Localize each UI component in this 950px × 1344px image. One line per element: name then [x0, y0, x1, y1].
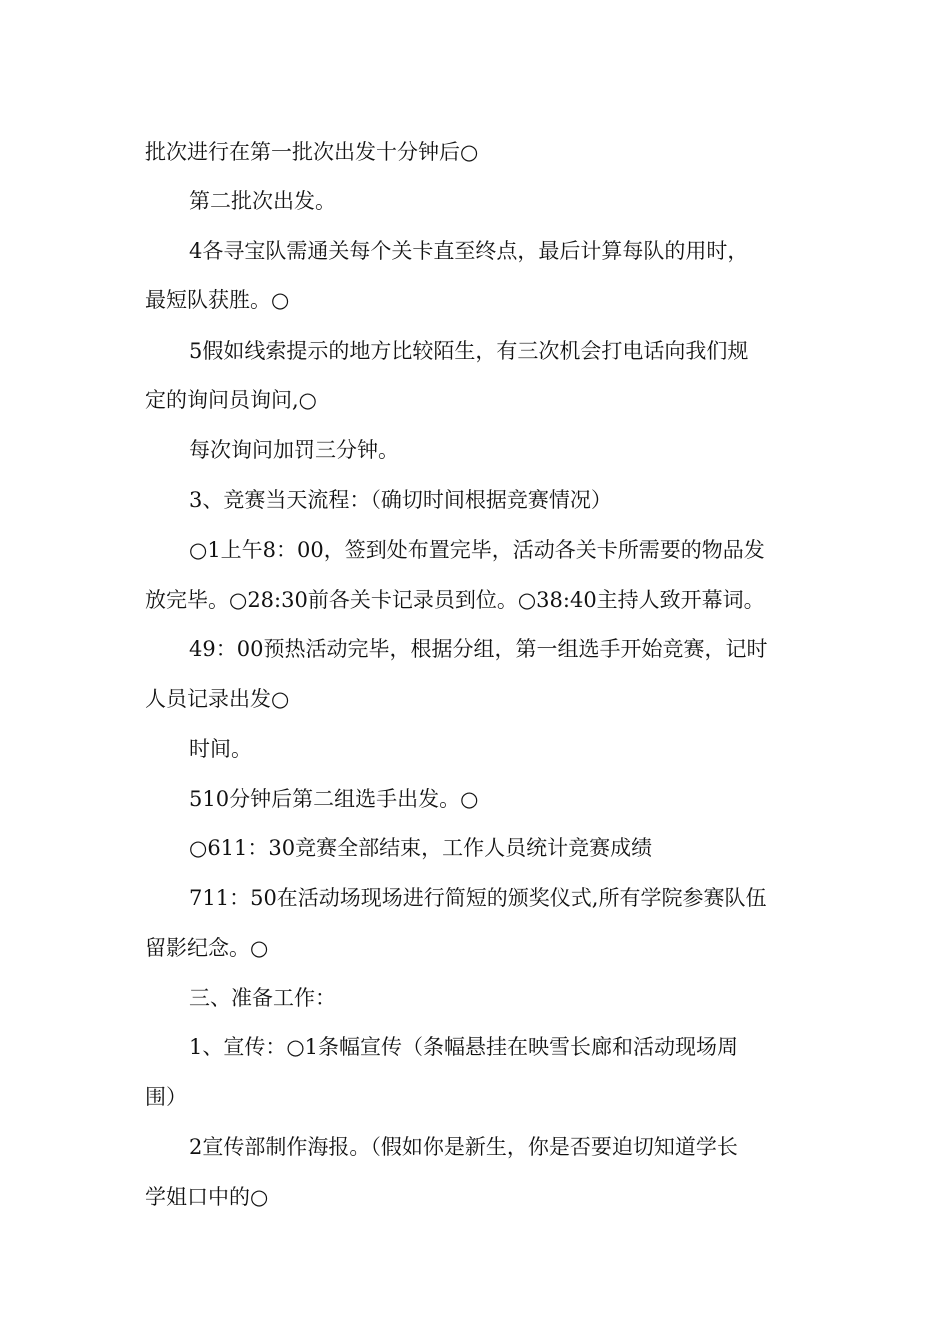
text-line: ○611：30竞赛全部结束，工作人员统计竞赛成绩	[189, 836, 653, 860]
text-line: 放完毕。○28:30前各关卡记录员到位。○38:40主持人致开幕词。	[145, 588, 765, 612]
text-line: 每次询问加罚三分钟。	[189, 438, 399, 462]
text-line: 人员记录出发○	[145, 687, 290, 711]
text-line: 学姐口中的○	[145, 1185, 269, 1209]
text-line: 510分钟后第二组选手出发。○	[189, 787, 479, 811]
text-line: 最短队获胜。○	[145, 288, 290, 312]
text-line: 4各寻宝队需通关每个关卡直至终点，最后计算每队的用时，	[189, 239, 749, 263]
text-line: 49：00预热活动完毕，根据分组，第一组选手开始竞赛，记时	[189, 637, 768, 661]
text-line: 围）	[145, 1085, 187, 1109]
text-line: 711：50在活动场现场进行简短的颁奖仪式,所有学院参赛队伍	[189, 886, 767, 910]
text-line: 时间。	[189, 737, 252, 761]
text-line: 留影纪念。○	[145, 936, 269, 960]
text-line: 1、宣传：○1条幅宣传（条幅悬挂在映雪长廊和活动现场周	[189, 1035, 739, 1059]
text-line: 第二批次出发。	[189, 189, 336, 213]
text-line: 5假如线索提示的地方比较陌生，有三次机会打电话向我们规	[189, 339, 749, 363]
text-line: ○1上午8：00，签到处布置完毕，活动各关卡所需要的物品发	[189, 538, 765, 562]
text-line: 2宣传部制作海报。（假如你是新生，你是否要迫切知道学长	[189, 1135, 738, 1159]
text-line: 定的询问员询问,○	[145, 388, 317, 412]
section-heading: 3、竞赛当天流程：（确切时间根据竞赛情况）	[189, 488, 612, 512]
section-heading: 三、准备工作：	[189, 986, 336, 1010]
text-line: 批次进行在第一批次出发十分钟后○	[145, 140, 479, 164]
